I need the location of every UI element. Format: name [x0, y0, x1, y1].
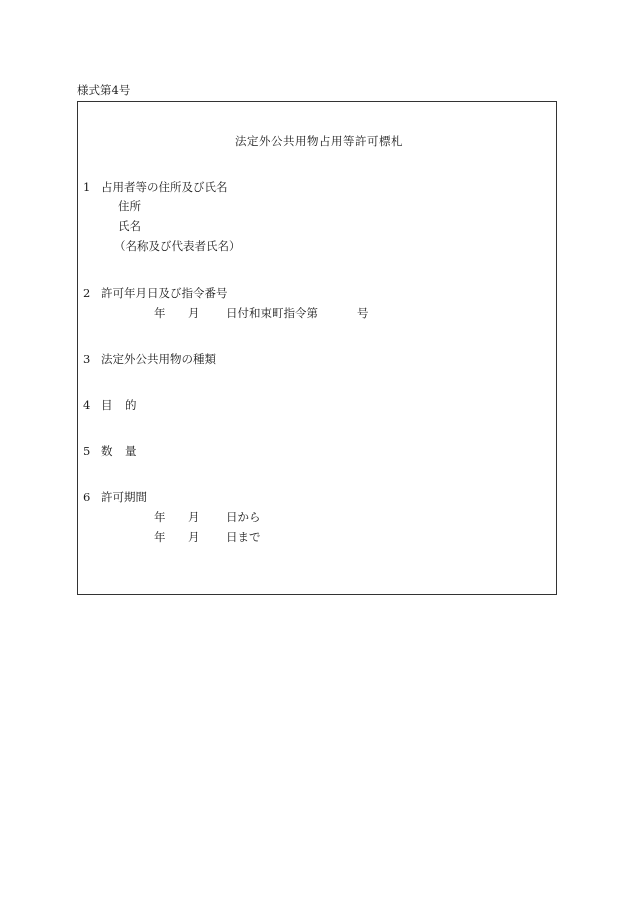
document-title: 法定外公共用物占用等許可標札: [235, 134, 403, 148]
period-to-year-label: 年: [154, 530, 166, 544]
section-6-number: 6: [83, 490, 91, 504]
section-2-heading: 許可年月日及び指令番号: [101, 286, 228, 300]
period-from-day-label: 日から: [226, 510, 261, 524]
section-3-number: 3: [83, 352, 91, 366]
section-3-heading: 法定外公共用物の種類: [101, 352, 216, 366]
section-5-heading-part2: 量: [125, 444, 137, 458]
section-4-number: 4: [83, 398, 91, 412]
section-4-heading-part1: 目: [101, 398, 113, 412]
section-1-number: 1: [83, 180, 91, 194]
period-to-day-label: 日まで: [226, 530, 261, 544]
section-5-heading-part1: 数: [101, 444, 113, 458]
period-to-month-label: 月: [188, 530, 200, 544]
period-from-year-label: 年: [154, 510, 166, 524]
directive-number-suffix: 号: [357, 306, 369, 320]
permit-day-directive-label: 日付和束町指令第: [226, 306, 318, 320]
name-label: 氏名: [118, 219, 141, 233]
section-2-number: 2: [83, 286, 91, 300]
period-from-month-label: 月: [188, 510, 200, 524]
permit-year-label: 年: [154, 306, 166, 320]
section-6-heading: 許可期間: [101, 490, 147, 504]
address-label: 住所: [118, 199, 141, 213]
section-4-heading-part2: 的: [125, 398, 137, 412]
form-number: 様式第4号: [77, 83, 131, 97]
permit-sign-frame: [77, 101, 557, 595]
section-5-number: 5: [83, 444, 91, 458]
permit-month-label: 月: [188, 306, 200, 320]
representative-note: （名称及び代表者氏名）: [114, 239, 241, 253]
section-1-heading: 占用者等の住所及び氏名: [101, 180, 228, 194]
